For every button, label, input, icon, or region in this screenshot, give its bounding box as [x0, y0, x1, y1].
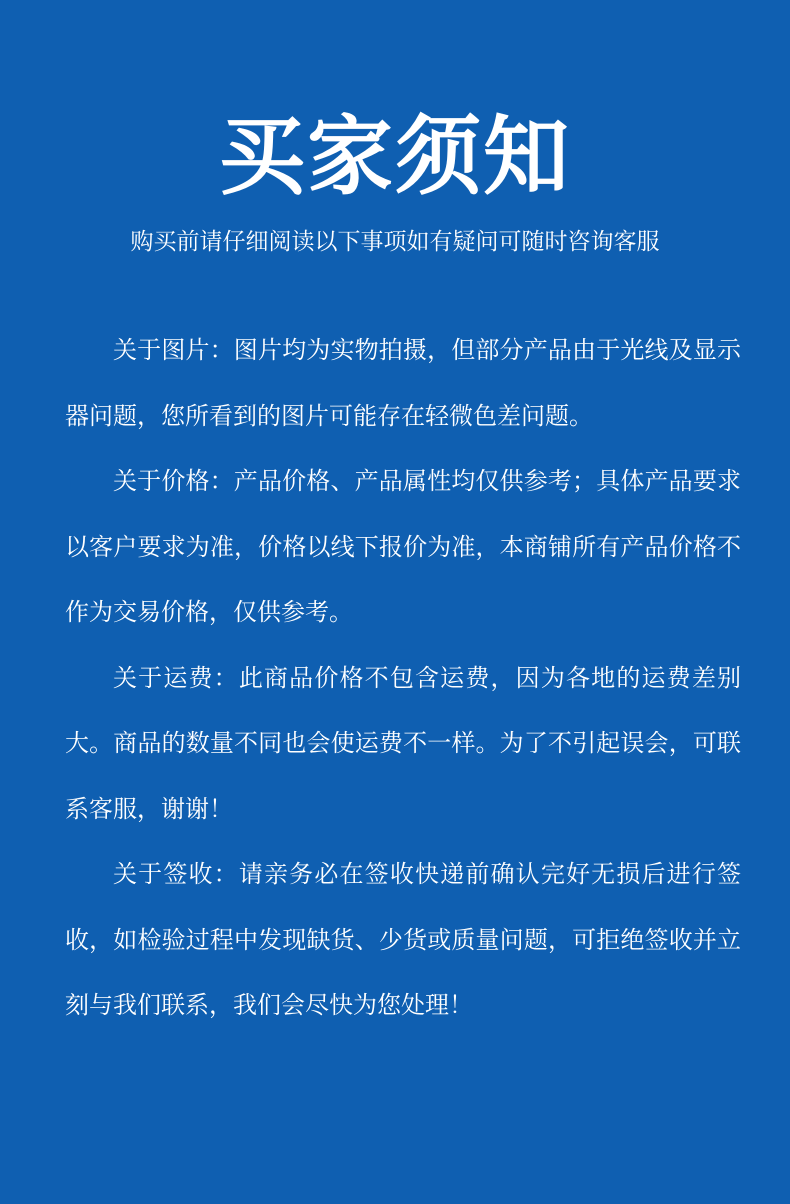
paragraph-image-notice: 关于图片：图片均为实物拍摄，但部分产品由于光线及显示器问题，您所看到的图片可能存在轻微色差问题。: [65, 336, 741, 430]
paragraph-shipping-notice: 关于运费：此商品价格不包含运费，因为各地的运费差别大。商品的数量不同也会使运费不一样。为了不引起误会，可联系客服，谢谢！: [65, 663, 741, 823]
paragraph-receipt-notice: 关于签收：请亲务必在签收快递前确认完好无损后进行签收，如检验过程中发现缺货、少货或质量问题，可拒绝签收并立刻与我们联系，我们会尽快为您处理！: [65, 860, 741, 1019]
paragraph-price-notice: 关于价格：产品价格、产品属性均仅供参考；具体产品要求以客户要求为准，价格以线下报价为准，本商铺所有产品价格不作为交易价格，仅供参考。: [65, 467, 741, 626]
page-subtitle: 购买前请仔细阅读以下事项如有疑问可随时咨询客服: [130, 229, 660, 255]
notice-content: [65, 318, 741, 1039]
page-title: 买家须知: [219, 107, 571, 207]
